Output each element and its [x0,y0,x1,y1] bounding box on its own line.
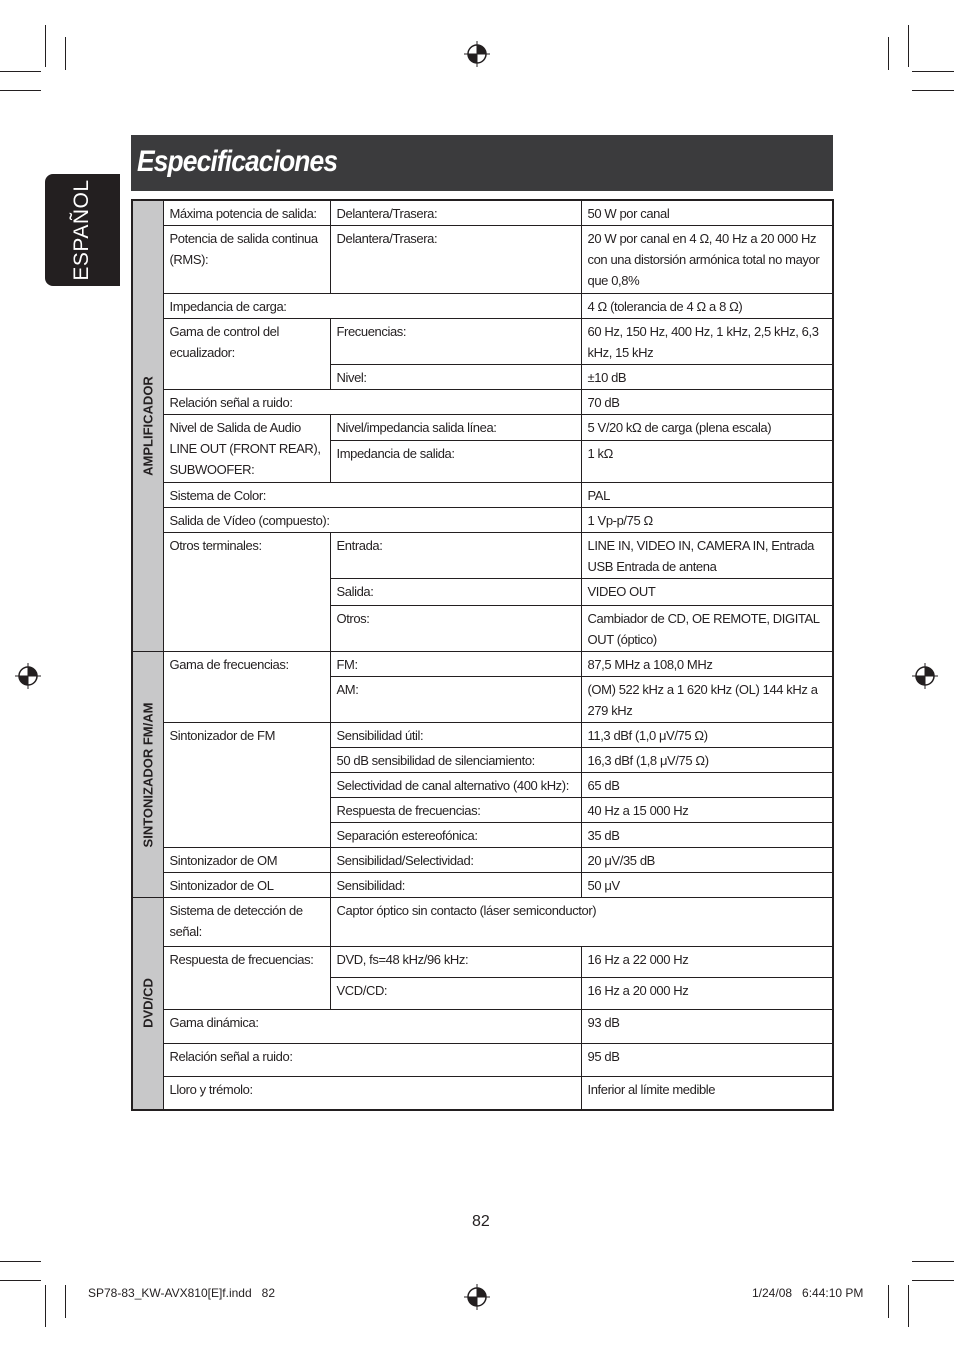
table-cell: Delantera/Trasera: [330,226,581,294]
table-cell: 40 Hz a 15 000 Hz [581,798,833,823]
table-cell: Relación señal a ruido: [163,1044,581,1077]
table-cell: 95 dB [581,1044,833,1077]
table-cell: Captor óptico sin contacto (láser semiconductor) [330,898,833,947]
registration-mark-icon [912,663,938,689]
table-cell: (OM) 522 kHz a 1 620 kHz (OL) 144 kHz a 279 kHz [581,677,833,723]
table-row [132,947,833,978]
table-cell: 11,3 dBf (1,0 μV/75 Ω) [581,723,833,748]
table-cell: 65 dB [581,773,833,798]
table-row [132,1077,833,1110]
table-cell: LINE IN, VIDEO IN, CAMERA IN, Entrada USB Entrada de antena [581,533,833,579]
table-cell: Sensibilidad útil: [330,723,581,748]
registration-mark-icon [464,1284,490,1310]
table-row [132,533,833,579]
table-cell: 4 Ω (tolerancia de 4 Ω a 8 Ω) [581,294,833,319]
title-bar [131,135,833,191]
table-cell: Gama de frecuencias: [163,652,330,723]
table-cell: Nivel: [330,365,581,390]
crop-mark [908,1285,909,1327]
table-cell: Sensibilidad: [330,873,581,898]
table-cell: Frecuencias: [330,319,581,365]
table-cell: Nivel/impedancia salida línea: [330,415,581,441]
crop-mark [912,1261,954,1262]
table-cell: Delantera/Trasera: [330,200,581,226]
table-cell: 35 dB [581,823,833,848]
table-row [132,483,833,508]
table-cell: 70 dB [581,390,833,415]
table-cell: Impedancia de salida: [330,441,581,483]
table-row [132,415,833,441]
table-cell: Sintonizador de FM [163,723,330,848]
table-cell: 1 Vp-p/75 Ω [581,508,833,533]
table-cell: 16 Hz a 20 000 Hz [581,978,833,1010]
table-cell: 50 W por canal [581,200,833,226]
table-cell: Potencia de salida continua (RMS): [163,226,330,294]
table-row [132,652,833,677]
table-row [132,226,833,294]
table-cell: Relación señal a ruido: [163,390,581,415]
table-cell: Máxima potencia de salida: [163,200,330,226]
crop-mark [45,1285,46,1327]
table-cell: FM: [330,652,581,677]
crop-mark [0,1280,41,1281]
table-cell: Otros: [330,606,581,652]
crop-mark [912,1280,954,1281]
table-cell: Respuesta de frecuencias: [163,947,330,1010]
language-tab-label: ESPAÑOL [70,179,93,281]
specifications-table [131,199,834,1111]
table-cell: 20 μV/35 dB [581,848,833,873]
table-cell: DVD, fs=48 kHz/96 kHz: [330,947,581,978]
table-row [132,848,833,873]
table-cell: Salida de Vídeo (compuesto): [163,508,581,533]
crop-mark [912,90,954,91]
crop-mark [0,90,41,91]
crop-mark [888,37,889,70]
page-title: Especificaciones [137,145,338,178]
section-label-amplificador: AMPLIFICADOR [132,200,163,652]
table-cell: Sistema de detección de señal: [163,898,330,947]
table-cell: Sintonizador de OM [163,848,330,873]
table-cell: 5 V/20 kΩ de carga (plena escala) [581,415,833,441]
registration-mark-icon [464,41,490,67]
crop-mark [65,1285,66,1318]
table-cell: Gama de control del ecualizador: [163,319,330,390]
table-row [132,1044,833,1077]
crop-mark [912,71,954,72]
crop-mark [0,71,41,72]
table-row [132,294,833,319]
table-cell: Nivel de Salida de Audio LINE OUT (FRONT REAR), SUBWOOFER: [163,415,330,483]
table-cell: 60 Hz, 150 Hz, 400 Hz, 1 kHz, 2,5 kHz, 6,3 kHz, 15 kHz [581,319,833,365]
table-cell: Selectividad de canal alternativo (400 kHz): [330,773,581,798]
table-cell: Sistema de Color: [163,483,581,508]
table-cell: Cambiador de CD, OE REMOTE, DIGITAL OUT (óptico) [581,606,833,652]
table-cell: Separación estereofónica: [330,823,581,848]
crop-mark [0,1261,41,1262]
table-cell: 93 dB [581,1010,833,1044]
table-cell: Lloro y trémolo: [163,1077,581,1110]
table-cell: Otros terminales: [163,533,330,652]
table-cell: 16 Hz a 22 000 Hz [581,947,833,978]
table-row [132,508,833,533]
table-cell: 16,3 dBf (1,8 μV/75 Ω) [581,748,833,773]
table-cell: ±10 dB [581,365,833,390]
table-cell: Sensibilidad/Selectividad: [330,848,581,873]
section-label-sintonizador: SINTONIZADOR FM/AM [132,652,163,898]
page-number: 82 [472,1213,490,1230]
footer-datetime: 1/24/08 6:44:10 PM [752,1286,864,1300]
table-row [132,1010,833,1044]
table-cell: PAL [581,483,833,508]
table-cell: Respuesta de frecuencias: [330,798,581,823]
table-row [132,390,833,415]
table-cell: VIDEO OUT [581,579,833,606]
table-cell: Entrada: [330,533,581,579]
language-tab [45,174,120,286]
table-row [132,898,833,947]
table-cell: 87,5 MHz a 108,0 MHz [581,652,833,677]
table-cell: 1 kΩ [581,441,833,483]
table-cell: 50 μV [581,873,833,898]
table-cell: Salida: [330,579,581,606]
table-cell: Impedancia de carga: [163,294,581,319]
crop-mark [65,37,66,70]
table-row [132,200,833,226]
registration-mark-icon [15,663,41,689]
table-cell: Sintonizador de OL [163,873,330,898]
footer-file: SP78-83_KW-AVX810[E]f.indd 82 [88,1286,276,1300]
crop-mark [888,1285,889,1318]
table-cell: Gama dinámica: [163,1010,581,1044]
table-cell: 50 dB sensibilidad de silenciamiento: [330,748,581,773]
table-row [132,723,833,748]
table-row [132,319,833,365]
crop-mark [45,25,46,67]
table-cell: 20 W por canal en 4 Ω, 40 Hz a 20 000 Hz con una distorsión armónica total no mayor que 0,8% [581,226,833,294]
table-cell: AM: [330,677,581,723]
section-label-dvdcd: DVD/CD [132,898,163,1110]
crop-mark [908,25,909,67]
table-cell: Inferior al límite medible [581,1077,833,1110]
table-cell: VCD/CD: [330,978,581,1010]
table-row [132,873,833,898]
